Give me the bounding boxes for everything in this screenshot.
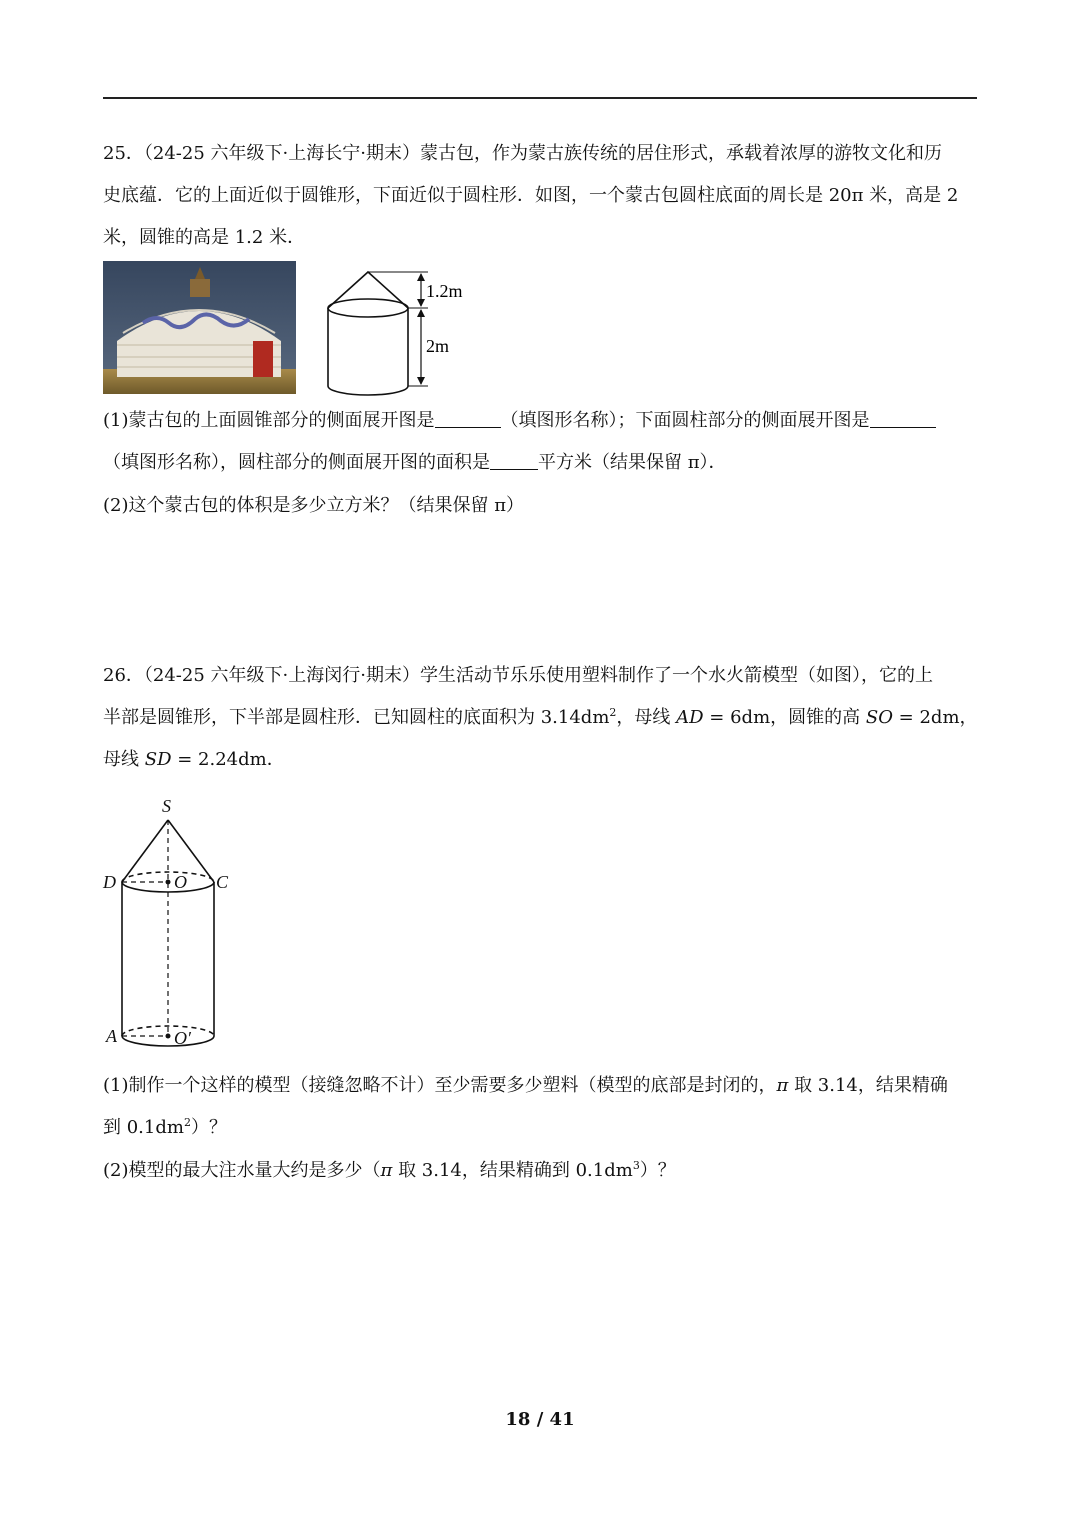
label-cone-height: 1.2m xyxy=(426,281,463,301)
q26-part2-text-b: 取 3.14，结果精确到 0.1dm xyxy=(392,1160,633,1181)
q26-line3-sd: SD xyxy=(144,749,172,770)
q26-line2-text-f: = 2dm， xyxy=(892,707,978,728)
q25-part1-text-a: (1)蒙古包的上面圆锥部分的侧面展开图是 xyxy=(103,410,435,431)
q26-part2-sup: 3 xyxy=(632,1159,640,1172)
q26-line-3 xyxy=(103,748,983,772)
header-rule xyxy=(103,97,977,99)
q26-part2 xyxy=(103,1159,983,1183)
point-label-o: O xyxy=(174,872,187,892)
q26-part1-sup: 2 xyxy=(183,1116,191,1129)
answer-blank-area[interactable] xyxy=(490,451,538,470)
q26-line3-text-c: = 2.24dm． xyxy=(171,749,285,770)
q26-line2-sup: 2 xyxy=(609,706,617,719)
point-label-c: C xyxy=(216,872,229,892)
q25-part2: (2)这个蒙古包的体积是多少立方米？（结果保留 π） xyxy=(103,495,525,516)
q26-line-2 xyxy=(103,706,983,730)
q26-part1-text-b: 取 3.14，结果精确 xyxy=(788,1075,948,1096)
q25-part1-line-1 xyxy=(103,409,983,433)
q25-part1-text-d: 平方米（结果保留 π）． xyxy=(538,452,727,473)
label-cylinder-height: 2m xyxy=(426,336,450,356)
q26-line2-text-b: ，母线 xyxy=(616,707,677,728)
q25-part1-text-c: （填图形名称），圆柱部分的侧面展开图的面积是 xyxy=(103,452,490,473)
answer-blank-cylinder[interactable] xyxy=(870,409,936,428)
point-label-d: D xyxy=(103,872,116,892)
point-label-o-prime: O′ xyxy=(174,1028,191,1048)
yurt-photo xyxy=(103,261,296,394)
q26-line2-text-d: = 6dm，圆锥的高 xyxy=(703,707,866,728)
q25-line-2: 史底蕴．它的上面近似于圆锥形，下面近似于圆柱形．如图，一个蒙古包圆柱底面的周长是 20π 米，高是 2 xyxy=(103,185,959,206)
q26-part2-text-c: ）？ xyxy=(639,1160,676,1181)
q26-part1-text-c: 到 0.1dm xyxy=(103,1117,184,1138)
yurt-diagram xyxy=(318,264,478,398)
q26-line-1: 26．（24-25 六年级下·上海闵行·期末）学生活动节乐乐使用塑料制作了一个水火箭模型（如图），它的上 xyxy=(103,665,933,686)
q25-line-3: 米，圆锥的高是 1.2 米． xyxy=(103,227,306,248)
answer-blank-cone[interactable] xyxy=(435,409,501,428)
q26-part2-text-a: (2)模型的最大注水量大约是多少（ xyxy=(103,1160,381,1181)
q26-part2-pi: π xyxy=(380,1160,393,1181)
q26-part1-pi: π xyxy=(776,1075,789,1096)
q26-part1-text-a: (1)制作一个这样的模型（接缝忽略不计）至少需要多少塑料（模型的底部是封闭的， xyxy=(103,1075,777,1096)
q26-line2-text-a: 半部是圆锥形，下半部是圆柱形．已知圆柱的底面积为 3.14dm xyxy=(103,707,610,728)
point-label-a: A xyxy=(106,1026,117,1046)
rocket-diagram xyxy=(100,792,240,1052)
q25-part1-text-b: （填图形名称）；下面圆柱部分的侧面展开图是 xyxy=(500,410,870,431)
q25-line-1: 25．（24-25 六年级下·上海长宁·期末）蒙古包，作为蒙古族传统的居住形式，承载着浓厚的游牧文化和历 xyxy=(103,143,942,164)
q26-line2-ad: AD xyxy=(676,707,704,728)
q26-part1-text-d: ）？ xyxy=(190,1117,227,1138)
q26-line2-so: SO xyxy=(865,707,893,728)
point-label-s: S xyxy=(162,796,171,816)
q26-part1-line-2 xyxy=(103,1116,983,1140)
page-number: 18 / 41 xyxy=(505,1409,575,1430)
q25-part1-line-2 xyxy=(103,451,983,475)
q26-line3-text-a: 母线 xyxy=(103,749,145,770)
q26-part1-line-1 xyxy=(103,1074,983,1098)
